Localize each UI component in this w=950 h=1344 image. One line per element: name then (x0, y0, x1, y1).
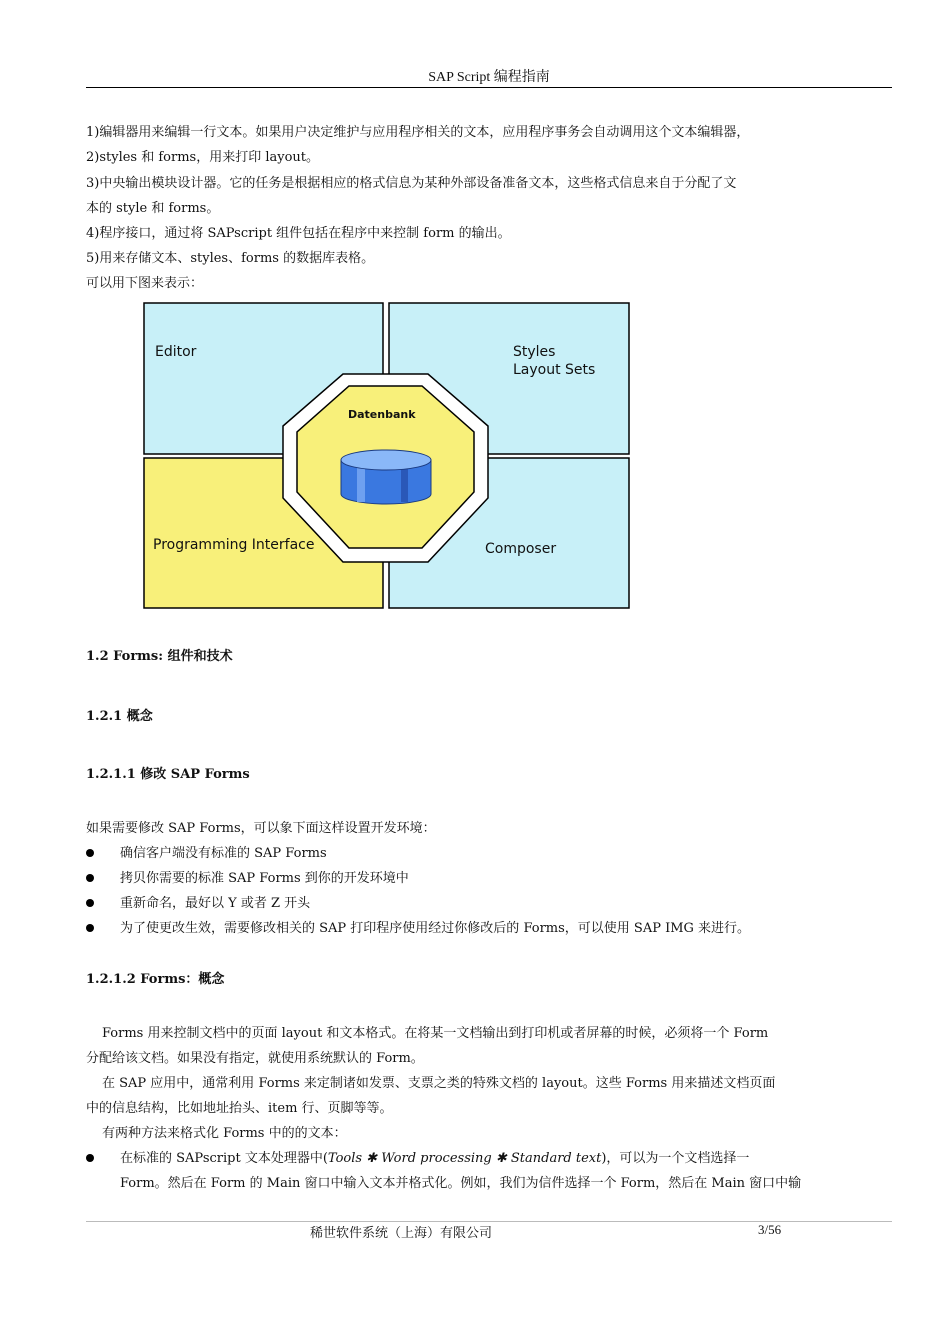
format-bullet-pre: 在标准的 SAPscript 文本处理器中( (120, 1151, 328, 1166)
modify-bullet-4: 为了使更改生效，需要修改相关的 SAP 打印程序使用经过你修改后的 Forms，可以使用 SAP IMG 来进行。 (120, 921, 751, 936)
concept-line-1: Forms 用来控制文档中的页面 layout 和文本格式。在将某一文档输出到打印机或者屏幕的时候，必须将一个 Form (102, 1026, 769, 1041)
intro-line-2: 2)styles 和 forms，用来打印 layout。 (86, 150, 320, 165)
intro-line-4: 本的 style 和 forms。 (86, 201, 220, 216)
datenbank-label: Datenbank (348, 408, 416, 421)
heading-1-2-1-2: 1.2.1.2 Forms：概念 (86, 972, 225, 987)
header-rule (86, 87, 892, 88)
concept-line-2: 分配给该文档。如果没有指定，就使用系统默认的 Form。 (86, 1051, 424, 1066)
bullet-dot (86, 849, 94, 857)
concept-line-5: 有两种方法来格式化 Forms 中的的文本： (102, 1126, 347, 1141)
modify-intro: 如果需要修改 SAP Forms，可以象下面这样设置开发环境： (86, 821, 436, 836)
page-number: 3/56 (758, 1222, 782, 1237)
format-bullet-post: )，可以为一个文档选择一 (601, 1151, 750, 1166)
intro-line-1: 1)编辑器用来编辑一行文本。如果用户决定维护与应用程序相关的文本，应用程序事务会自动调用这个文本编辑器， (86, 125, 750, 140)
heading-1-2-1: 1.2.1 概念 (86, 709, 153, 724)
layout-sets-label: Layout Sets (513, 362, 596, 378)
bullet-dot (86, 899, 94, 907)
heading-1-2-1-1: 1.2.1.1 修改 SAP Forms (86, 767, 250, 782)
page-header: SAP Script 编程指南 (428, 70, 550, 85)
menu-path: Tools ✱ Word processing ✱ Standard text (327, 1151, 602, 1166)
modify-bullet-1: 确信客户端没有标准的 SAP Forms (120, 846, 327, 861)
intro-line-7: 可以用下图来表示： (86, 276, 204, 291)
heading-1-2: 1.2 Forms: 组件和技术 (86, 649, 233, 664)
editor-label: Editor (155, 344, 197, 360)
modify-bullet-2: 拷贝你需要的标准 SAP Forms 到你的开发环境中 (120, 871, 409, 886)
format-bullet-line-2: Form。然后在 Form 的 Main 窗口中输入文本并格式化。例如，我们为信件选择一个 Form，然后在 Main 窗口中输 (120, 1176, 802, 1191)
diagram-svg (143, 302, 631, 610)
bullet-dot (86, 1154, 94, 1162)
composer-label: Composer (485, 541, 557, 557)
concept-line-4: 中的信息结构，比如地址抬头、item 行、页脚等等。 (86, 1101, 393, 1116)
bullet-dot (86, 924, 94, 932)
intro-line-5: 4)程序接口，通过将 SAPscript 组件包括在程序中来控制 form 的输出。 (86, 226, 511, 241)
footer-company: 稀世软件系统（上海）有限公司 (310, 1226, 493, 1241)
database-cylinder-icon (341, 450, 431, 504)
styles-label: Styles (513, 344, 556, 360)
bullet-dot (86, 874, 94, 882)
intro-line-6: 5)用来存储文本、styles、forms 的数据库表格。 (86, 251, 375, 266)
modify-bullet-3: 重新命名，最好以 Y 或者 Z 开头 (120, 896, 311, 911)
intro-line-3: 3)中央输出模块设计器。它的任务是根据相应的格式信息为某种外部设备准备文本，这些格式信息来自于分配了文 (86, 176, 737, 191)
sapscript-diagram (143, 302, 631, 610)
concept-line-3: 在 SAP 应用中，通常利用 Forms 来定制诸如发票、支票之类的特殊文档的 layout。这些 Forms 用来描述文档页面 (102, 1076, 776, 1091)
format-bullet-1 (120, 1146, 749, 1171)
programming-label: Programming Interface (153, 537, 315, 553)
